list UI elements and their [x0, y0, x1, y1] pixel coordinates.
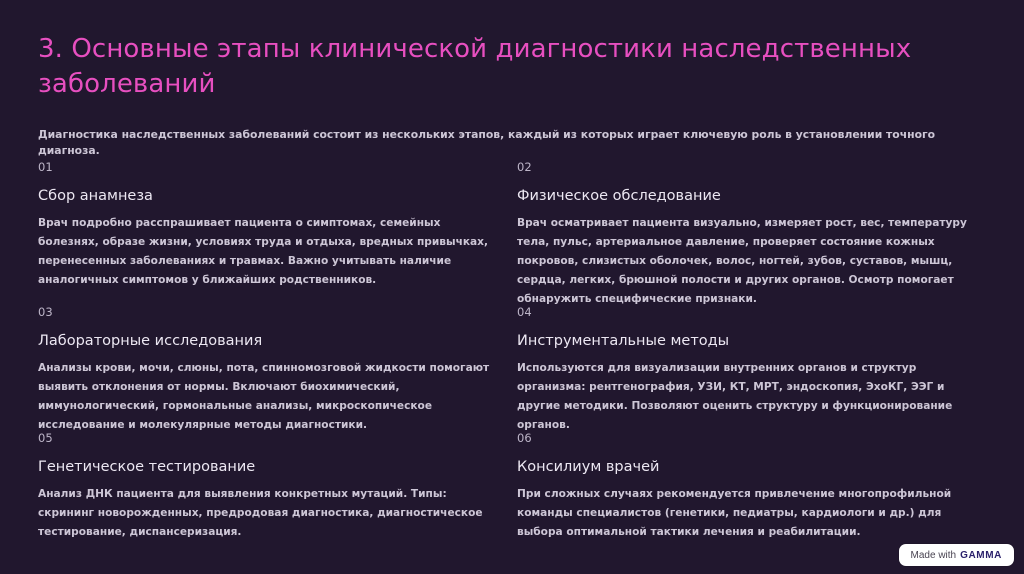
- gamma-logo: GAMMA: [960, 549, 1002, 561]
- step-number: 06: [517, 431, 532, 445]
- step-card: [517, 160, 977, 309]
- step-heading: Консилиум врачей: [517, 459, 660, 475]
- step-description: Используются для визуализации внутренних органов и структур организма: рентгенография, УЗИ, КТ, МРТ, эндоскопия, ЭхоКГ, ЭЭГ и другие методики. Позволяют оценить структуру и функционирование органов.: [517, 362, 953, 431]
- intro-text: Диагностика наследственных заболеваний состоит из нескольких этапов, каждый из которых играет ключевую роль в установлении точного диагноза.: [38, 128, 936, 157]
- step-number: 02: [517, 160, 532, 174]
- made-with-gamma-badge[interactable]: [899, 544, 1014, 566]
- step-description: Анализы крови, мочи, слюны, пота, спинномозговой жидкости помогают выявить отклонения от нормы. Включают биохимический, иммунологический, гормональные анализы, микроскопическое исследование и молекулярные методы диагностики.: [38, 362, 490, 431]
- step-card: [38, 431, 498, 542]
- step-number: 01: [38, 160, 53, 174]
- step-card: [517, 305, 977, 435]
- step-card: [38, 160, 498, 290]
- slide-title: 3. Основные этапы клинической диагностики наследственных заболеваний: [38, 34, 912, 99]
- step-description: Анализ ДНК пациента для выявления конкретных мутаций. Типы: скрининг новорожденных, предродовая диагностика, диагностическое тестирование, диспансеризация.: [38, 488, 483, 538]
- step-card: [38, 305, 498, 435]
- step-description: Врач осматривает пациента визуально, измеряет рост, вес, температуру тела, пульс, артериальное давление, проверяет состояние кожных покровов, слизистых оболочек, волос, ногтей, зубов, суставов, мышц, сердца, легких, брюшной полости и других органов. Осмотр помогает обнаружить специфические признаки.: [517, 217, 967, 305]
- badge-prefix: Made with: [910, 549, 957, 561]
- step-heading: Физическое обследование: [517, 188, 721, 204]
- step-description: При сложных случаях рекомендуется привлечение многопрофильной команды специалистов (генетики, педиатры, кардиологи и др.) для выбора оптимальной тактики лечения и реабилитации.: [517, 488, 952, 538]
- step-description: Врач подробно расспрашивает пациента о симптомах, семейных болезнях, образе жизни, условиях труда и отдыха, вредных привычках, перенесенных заболеваниях и травмах. Важно учитывать наличие аналогичных симптомов у ближайших родственников.: [38, 217, 489, 286]
- step-number: 04: [517, 305, 532, 319]
- step-number: 03: [38, 305, 53, 319]
- step-heading: Лабораторные исследования: [38, 333, 263, 349]
- step-card: [517, 431, 977, 542]
- step-heading: Генетическое тестирование: [38, 459, 256, 475]
- step-number: 05: [38, 431, 53, 445]
- step-heading: Инструментальные методы: [517, 333, 730, 349]
- step-heading: Сбор анамнеза: [38, 188, 153, 204]
